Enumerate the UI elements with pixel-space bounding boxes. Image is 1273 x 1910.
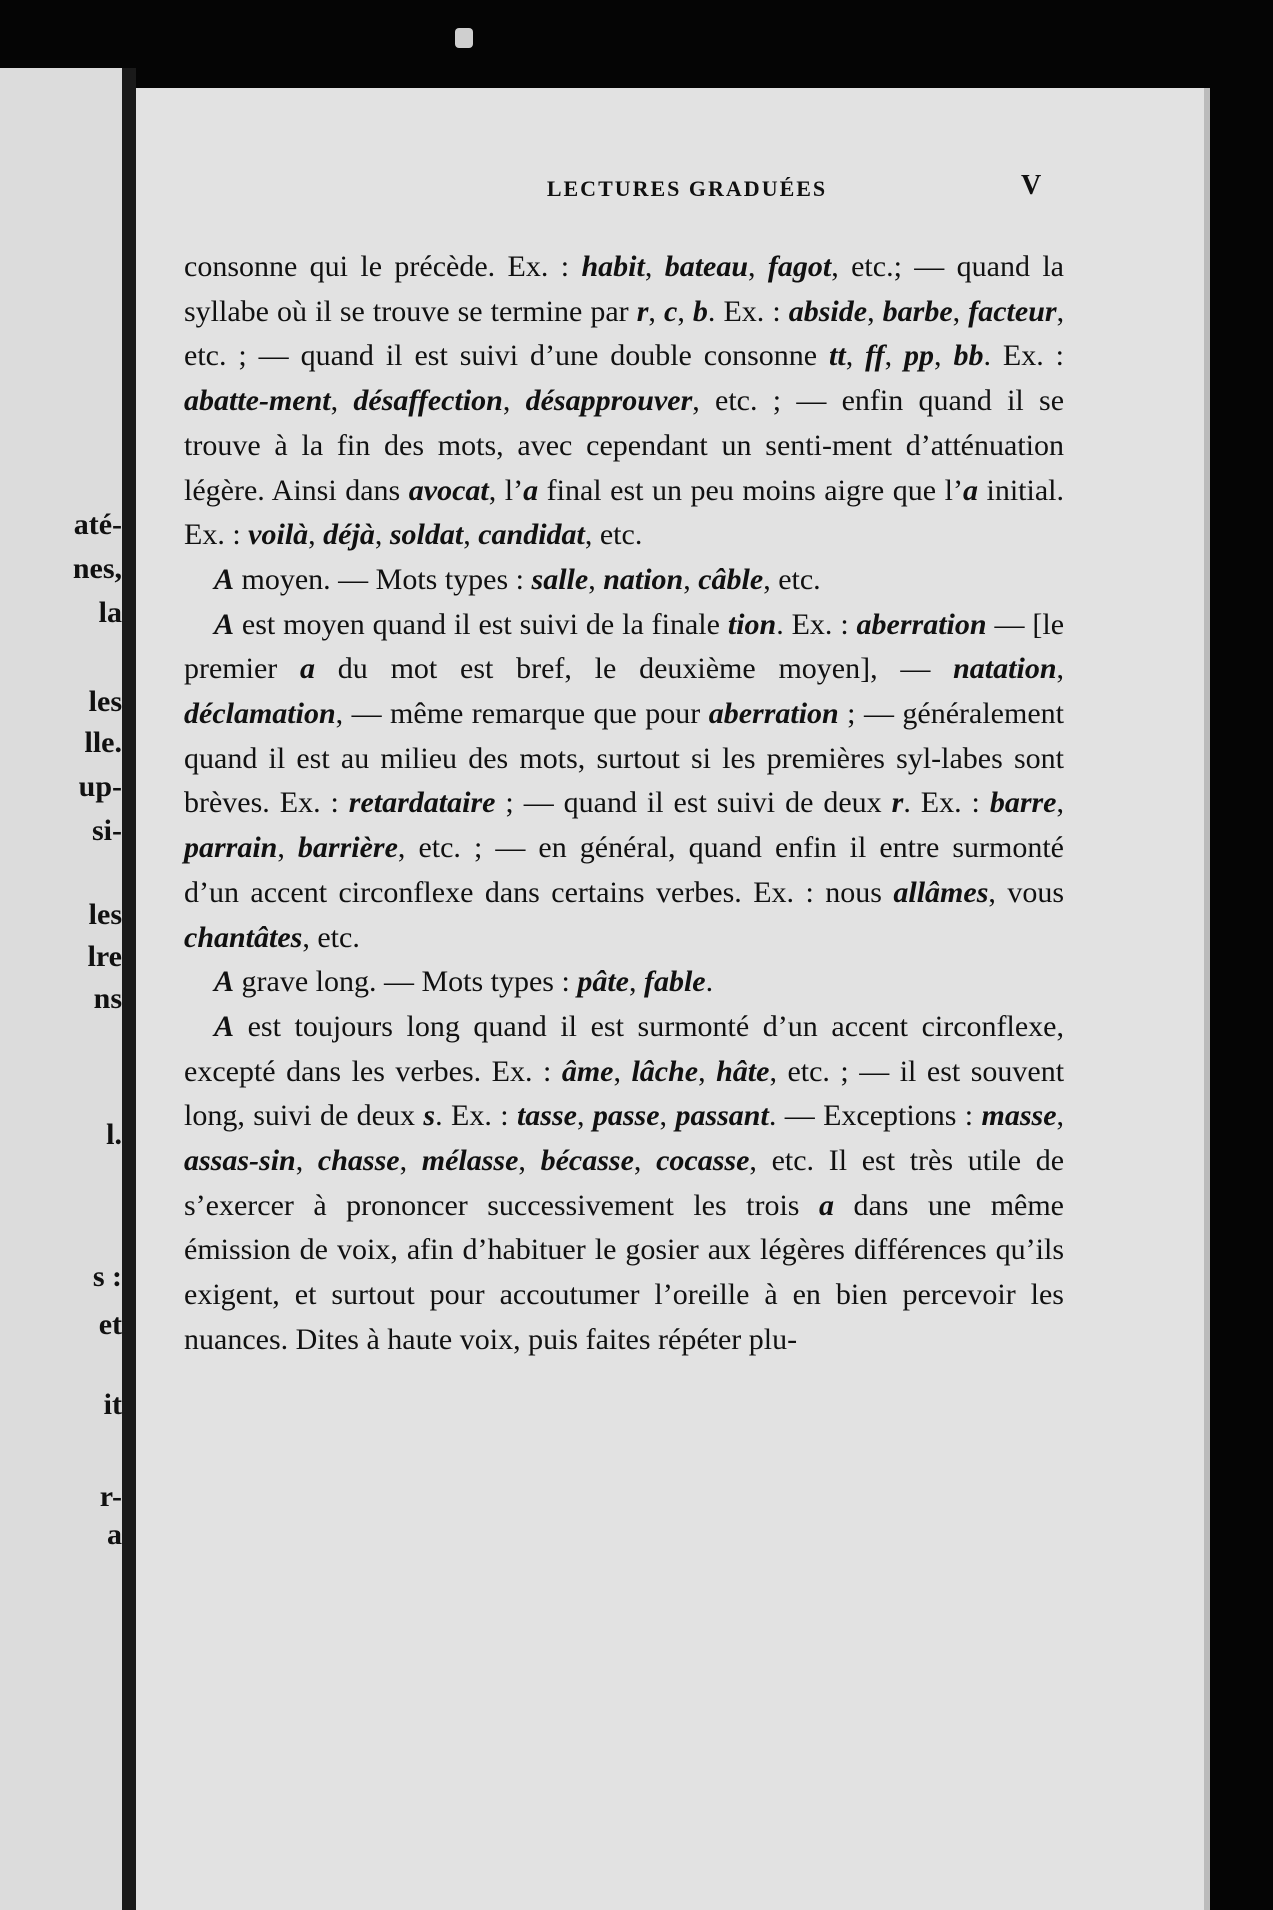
left-line: si-	[92, 814, 122, 847]
left-line: les	[88, 898, 122, 931]
italic-run: retardataire	[348, 786, 496, 820]
text-run: , etc. ; — il est souvent long, suivi de deux	[184, 1054, 1065, 1133]
text-run: . Ex. :	[903, 786, 990, 820]
text-run: , vous	[988, 875, 1064, 909]
text-run: ; — généralement quand il est au milieu des mots, surtout si les premières syl-labes sont brèves. Ex. :	[184, 697, 1064, 820]
text-run: ,	[502, 384, 526, 418]
text-run: ,	[518, 1144, 541, 1178]
text-run: ,	[648, 294, 664, 328]
text-run: ,	[277, 831, 298, 865]
italic-run: bécasse	[540, 1144, 634, 1178]
book-gutter	[122, 68, 136, 1910]
italic-run: salle	[531, 562, 589, 596]
text-run: , etc.; — quand la syllabe où il se trouve se termine par	[184, 250, 1064, 328]
italic-run: a	[818, 1188, 834, 1222]
left-line: s :	[92, 1260, 122, 1293]
italic-run: barrière	[297, 831, 398, 865]
text-run: ,	[463, 518, 479, 552]
text-run: ,	[588, 562, 604, 596]
left-line: la	[98, 596, 122, 629]
paragraph	[184, 1005, 1064, 1363]
italic-run: A	[214, 562, 235, 596]
text-run: ,	[576, 1099, 593, 1133]
left-line: nes,	[72, 552, 122, 585]
text-run: initial. Ex. :	[184, 473, 1064, 552]
text-run: ,	[644, 250, 665, 283]
italic-run: facteur	[968, 294, 1057, 328]
text-run: ,	[295, 1144, 318, 1178]
italic-run: a	[962, 473, 978, 507]
italic-run: a	[300, 652, 316, 686]
page-number: V	[1021, 170, 1042, 201]
left-line: up-	[78, 770, 122, 803]
italic-run: tt	[829, 339, 846, 373]
italic-run: habit	[581, 250, 645, 283]
italic-run: A	[214, 1009, 235, 1043]
text-run: ,	[698, 1054, 717, 1088]
text-run: , etc.	[584, 518, 643, 552]
text-run: est toujours long quand il est surmonté d’un accent circonflexe, excepté dans les verbes. Ex. :	[184, 1009, 1064, 1088]
italic-run: mélasse	[421, 1144, 519, 1178]
left-line: lre	[87, 940, 122, 973]
left-line: it	[103, 1388, 122, 1421]
left-line: les	[88, 685, 122, 718]
italic-run: masse	[981, 1099, 1057, 1133]
text-run: ,	[330, 384, 354, 418]
left-line: l.	[106, 1118, 122, 1151]
italic-run: déclamation	[184, 697, 336, 731]
left-line: ns	[93, 982, 122, 1015]
text-run: ,	[934, 339, 954, 373]
italic-run: allâmes	[893, 875, 989, 909]
text-run: .	[705, 965, 714, 999]
italic-run: fagot	[767, 250, 832, 283]
italic-run: parrain	[184, 831, 278, 865]
italic-run: avocat	[408, 473, 489, 507]
italic-run: c	[663, 294, 678, 328]
italic-run: âme	[561, 1054, 614, 1088]
italic-run: A	[214, 607, 235, 641]
text-run: dans une même émission de voix, afin d’habituer le gosier aux légères différences qu’ils exigent, et surtout pour accoutumer l’oreille à en bien percevoir les nuances. Dites à haute voix, puis faites répéter plu-	[184, 1188, 1065, 1356]
italic-run: s	[423, 1099, 436, 1133]
text-run: . Ex. :	[983, 339, 1065, 373]
italic-run: chasse	[317, 1144, 400, 1178]
ink-mark	[455, 28, 473, 48]
text-run: ,	[683, 562, 699, 596]
italic-run: assas-sin	[184, 1144, 296, 1178]
text-run: grave long. — Mots types :	[234, 965, 578, 999]
text-run: , etc.	[763, 562, 821, 596]
italic-run: aberration	[708, 697, 839, 731]
italic-run: abside	[788, 294, 868, 328]
italic-run: a	[523, 473, 539, 507]
text-run: du mot est bref, le deuxième moyen], —	[315, 652, 954, 686]
italic-run: A	[214, 965, 235, 999]
text-run: . Ex. :	[435, 1099, 517, 1133]
italic-run: soldat	[389, 518, 464, 552]
text-run: , etc. ; — quand il est suivi d’une double consonne	[184, 294, 1065, 373]
text-run: , etc. ; — en général, quand enfin il entre surmonté d’un accent circonflexe dans certains verbes. Ex. : nous	[184, 831, 1064, 909]
italic-run: déjà	[323, 518, 375, 552]
text-run: ,	[628, 965, 644, 999]
left-line: a	[107, 1518, 122, 1551]
text-run: , etc. Il est très utile de s’exercer à prononcer successivement les trois	[184, 1144, 1065, 1222]
paragraph	[184, 245, 1064, 558]
italic-run: désaffection	[353, 384, 503, 418]
left-line: r-	[99, 1480, 122, 1513]
text-run: consonne qui le précède. Ex. :	[184, 250, 582, 283]
italic-run: fable	[643, 965, 706, 999]
text-run: ,	[845, 339, 866, 373]
text-run: final est un peu moins aigre que l’	[538, 473, 963, 507]
text-run: . Ex. :	[776, 607, 857, 641]
italic-run: pp	[904, 339, 935, 373]
text-run: ,	[659, 1099, 676, 1133]
italic-run: bb	[953, 339, 984, 373]
italic-run: pâte	[577, 965, 629, 999]
text-run: ; — quand il est suivi de deux	[495, 786, 892, 820]
text-run: ,	[374, 518, 390, 552]
italic-run: désapprouver	[525, 384, 693, 418]
text-run: ,	[1056, 652, 1064, 686]
text-run: ,	[633, 1144, 657, 1178]
paragraph	[184, 558, 1064, 603]
text-run: — [le premier	[184, 607, 1065, 686]
text-run: ,	[952, 294, 969, 328]
left-line: até-	[73, 508, 122, 541]
italic-run: câble	[698, 562, 764, 596]
right-page	[136, 88, 1210, 1910]
italic-run: chantâtes	[184, 920, 303, 954]
text-run: . — Exceptions :	[768, 1099, 982, 1133]
italic-run: tasse	[516, 1099, 577, 1133]
text-run: ,	[308, 518, 324, 552]
italic-run: barbe	[882, 294, 953, 328]
italic-run: aberration	[856, 607, 987, 641]
italic-run: r	[891, 786, 904, 820]
italic-run: hâte	[716, 1054, 770, 1088]
text-run: ,	[884, 339, 905, 373]
left-page-fragment	[0, 68, 122, 1910]
italic-run: abatte-ment	[184, 384, 331, 418]
italic-run: ff	[865, 339, 885, 373]
text-run: moyen. — Mots types :	[234, 562, 532, 596]
italic-run: cocasse	[656, 1144, 750, 1178]
italic-run: passant	[675, 1099, 769, 1133]
text-run: , l’	[488, 473, 524, 507]
text-run: , — même remarque que pour	[335, 697, 709, 731]
paragraph	[184, 603, 1064, 961]
text-run: , etc.	[302, 920, 360, 954]
italic-run: nation	[603, 562, 684, 596]
italic-run: passe	[592, 1099, 660, 1133]
text-run: ,	[1056, 1099, 1065, 1133]
text-run: ,	[677, 294, 693, 328]
text-run: . Ex. :	[707, 294, 789, 328]
text-run: ,	[399, 1144, 422, 1178]
left-line: et	[98, 1308, 122, 1341]
italic-run: b	[692, 294, 708, 328]
italic-run: lâche	[631, 1054, 699, 1088]
text-run: ,	[867, 294, 883, 328]
body-text	[184, 245, 1064, 1363]
running-head: LECTURES GRADUÉES	[546, 176, 828, 201]
italic-run: natation	[953, 652, 1057, 686]
text-run: ,	[1056, 786, 1064, 820]
italic-run: bateau	[664, 250, 749, 283]
paragraph	[184, 960, 1064, 1005]
text-run: est moyen quand il est suivi de la finale	[234, 607, 728, 641]
text-run: ,	[748, 250, 768, 283]
left-line: lle.	[84, 726, 122, 759]
italic-run: tion	[727, 607, 777, 641]
text-run: , etc. ; — enfin quand il se trouve à la fin des mots, avec cependant un senti-ment d’atténuation légère. Ainsi dans	[184, 384, 1065, 507]
italic-run: voilà	[248, 518, 309, 552]
text-run: ,	[613, 1054, 632, 1088]
italic-run: r	[636, 294, 649, 328]
italic-run: candidat	[478, 518, 585, 552]
italic-run: barre	[989, 786, 1057, 820]
